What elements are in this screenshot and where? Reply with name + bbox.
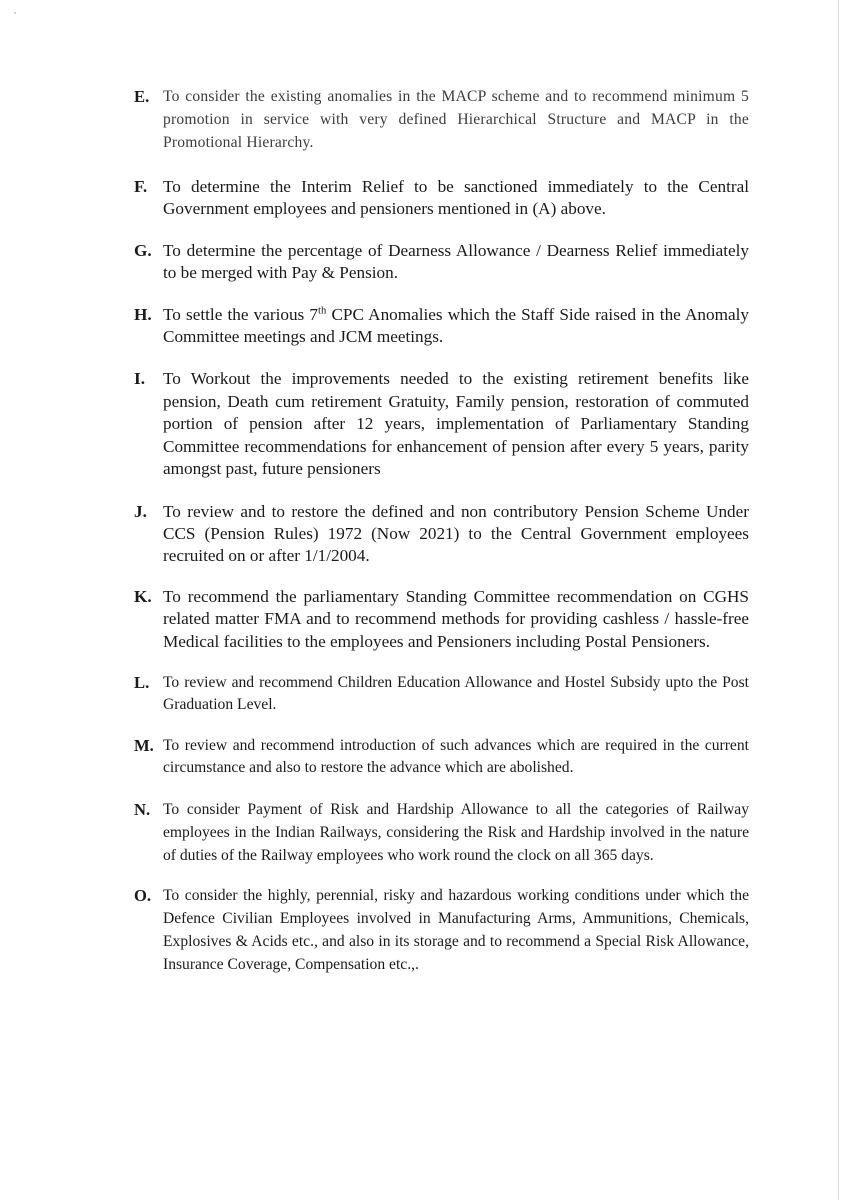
item-text: To recommend the parliamentary Standing Committee recommendation on CGHS related matter FMA and to recommend methods for providing cashless / hassle-free Medical facilities to the employees and Pensioners including Postal Pensioners. <box>163 586 749 651</box>
item-letter: N. <box>134 800 151 819</box>
item-letter: H. <box>134 305 152 324</box>
list-item-n <box>134 798 749 867</box>
item-letter: J. <box>134 501 147 521</box>
item-text: To review and to restore the defined and non contributory Pension Scheme Under CCS (Pension Rules) 1972 (Now 2021) to the Central Government employees recruited on or after 1/1/2004. <box>163 501 749 565</box>
item-text: To consider Payment of Risk and Hardship Allowance to all the categories of Railway employees in the Indian Railways, considering the Risk and Hardship involved in the nature of duties of the Railway employees who work round the clock on all 365 days. <box>163 801 749 864</box>
list-item-j <box>134 501 749 567</box>
item-letter: K. <box>134 586 152 606</box>
list-item-o <box>134 884 749 976</box>
item-text: To consider the existing anomalies in the MACP scheme and to recommend minimum 5 promotion in service with very defined Hierarchical Structure and MACP in the Promotional Hierarchy. <box>163 88 749 151</box>
item-letter: G. <box>134 241 152 260</box>
item-text: To consider the highly, perennial, risky and hazardous working conditions under which the Defence Civilian Employees involved in Manufacturing Arms, Ammunitions, Chemicals, Explosives & Acids etc., and also in its storage and to recommend a Special Risk Allowance, Insurance Coverage, Compensation etc.,. <box>163 887 749 973</box>
ordinal-suffix: th <box>318 305 327 317</box>
list-item-l <box>134 672 749 716</box>
item-text-after: CPC Anomalies which the Staff Side raised in the Anomaly Committee meetings and JCM meetings. <box>163 305 749 346</box>
item-letter: I. <box>134 369 145 388</box>
item-letter: O. <box>134 886 152 905</box>
item-letter: F. <box>134 177 148 196</box>
item-text <box>163 304 749 348</box>
list-item-g <box>134 240 749 284</box>
list-item-h <box>134 304 749 348</box>
item-letter: L. <box>134 673 150 692</box>
list-item-f <box>134 176 749 220</box>
list-item-i <box>134 368 749 481</box>
item-letter: M. <box>134 736 154 755</box>
list-item-k <box>134 586 749 654</box>
item-text-before: To settle the various 7 <box>163 305 318 324</box>
item-text: To Workout the improvements needed to the existing retirement benefits like pension, Death cum retirement Gratuity, Family pension, restoration of commuted portion of pension after 12 years, implementation of Parliamentary Standing Committee recommendations for enhancement of pension after every 5 years, parity amongst past, future pensioners <box>163 369 749 478</box>
item-text: To determine the Interim Relief to be sanctioned immediately to the Central Government employees and pensioners mentioned in (A) above. <box>163 177 749 218</box>
item-text: To determine the percentage of Dearness Allowance / Dearness Relief immediately to be merged with Pay & Pension. <box>163 241 749 282</box>
page-edge-line <box>838 0 839 1200</box>
list-item-e <box>134 85 749 154</box>
terms-of-reference-list <box>134 85 749 976</box>
scan-speck <box>14 12 16 14</box>
item-letter: E. <box>134 87 150 106</box>
list-item-m <box>134 735 749 779</box>
item-text: To review and recommend Children Education Allowance and Hostel Subsidy upto the Post Graduation Level. <box>163 674 749 713</box>
item-text: To review and recommend introduction of such advances which are required in the current circumstance and also to restore the advance which are abolished. <box>163 737 749 776</box>
